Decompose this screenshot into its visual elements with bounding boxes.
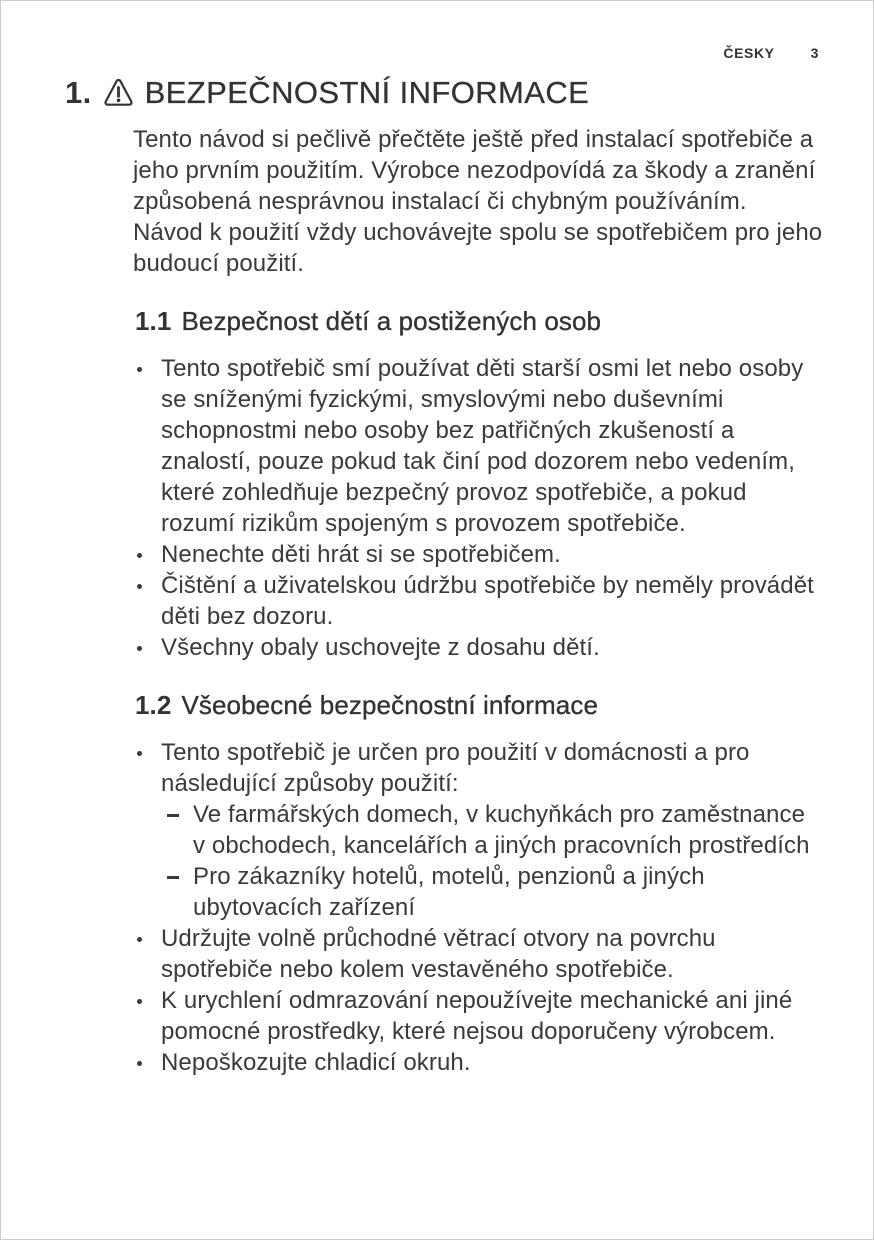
subsection-title: Všeobecné bezpečnostní informace	[181, 690, 599, 720]
list-item-text: Udržujte volně průchodné větrací otvory na povrchu spotřebiče nebo kolem vestavěného spotřebiče.	[161, 925, 716, 983]
bullet-list-1-2	[133, 737, 823, 1078]
list-item	[133, 1047, 823, 1078]
bullet-icon	[137, 646, 142, 651]
sub-list	[165, 799, 823, 923]
page-header	[723, 45, 819, 61]
dash-icon	[167, 814, 179, 817]
page-content	[133, 124, 823, 1078]
subsection-title: Bezpečnost dětí a postižených osob	[181, 306, 602, 336]
bullet-icon	[137, 584, 142, 589]
list-item	[133, 923, 823, 985]
subsection-heading-1-2	[135, 690, 823, 720]
list-item-text: Tento spotřebič smí používat děti starší osmi let nebo osoby se sníženými fyzickými, smyslovými nebo duševními schopnostmi nebo osoby bez patřičných zkušeností a znalostí, pouze pokud tak činí pod dozorem nebo vedením, které zohledňuje bezpečný provoz spotřebiče, a pokud rozumí rizikům spojeným s provozem spotřebiče.	[161, 355, 804, 537]
bullet-icon	[137, 553, 142, 558]
bullet-list-1-1	[133, 353, 823, 663]
warning-triangle-icon	[103, 78, 134, 106]
sub-list-item	[165, 861, 823, 923]
bullet-icon	[137, 751, 142, 756]
list-item	[133, 539, 823, 570]
list-item-text: Nepoškozujte chladicí okruh.	[161, 1049, 471, 1076]
sub-list-item-text: Ve farmářských domech, v kuchyňkách pro zaměstnance v obchodech, kancelářích a jiných pracovních prostředích	[193, 801, 810, 859]
list-item	[133, 353, 823, 539]
subsection-number: 1.2	[135, 690, 172, 720]
bullet-icon	[137, 367, 142, 372]
chapter-number: 1.	[65, 75, 92, 110]
list-item	[133, 737, 823, 799]
list-item-text: Nenechte děti hrát si se spotřebičem.	[161, 541, 561, 568]
list-item-text: Tento spotřebič je určen pro použití v domácnosti a pro následující způsoby použití:	[161, 739, 750, 797]
sub-list-item-text: Pro zákazníky hotelů, motelů, penzionů a jiných ubytovacích zařízení	[193, 863, 705, 921]
list-item-text: K urychlení odmrazování nepoužívejte mechanické ani jiné pomocné prostředky, které nejsou doporučeny výrobcem.	[161, 987, 793, 1045]
bullet-icon	[137, 937, 142, 942]
intro-paragraph: Tento návod si pečlivě přečtěte ještě před instalací spotřebiče a jeho prvním použitím. Výrobce nezodpovídá za škody a zranění způsobená nesprávnou instalací či chybným používáním. Návod k použití vždy uchovávejte spolu se spotřebičem pro jeho budoucí použití.	[133, 126, 823, 277]
list-item-text: Čištění a uživatelskou údržbu spotřebiče by neměly provádět děti bez dozoru.	[161, 572, 814, 630]
dash-icon	[167, 876, 179, 879]
sub-list-item	[165, 799, 823, 861]
list-item	[133, 632, 823, 663]
subsection-number: 1.1	[135, 306, 172, 336]
page-number: 3	[810, 45, 819, 61]
bullet-icon	[137, 999, 142, 1004]
list-item	[133, 985, 823, 1047]
chapter-heading	[65, 75, 823, 111]
list-item-text: Všechny obaly uschovejte z dosahu dětí.	[161, 634, 600, 661]
subsection-heading-1-1	[135, 306, 823, 336]
bullet-icon	[137, 1061, 142, 1066]
chapter-title: BEZPEČNOSTNÍ INFORMACE	[144, 75, 590, 110]
language-label: ČESKY	[723, 45, 775, 61]
list-item	[133, 570, 823, 632]
